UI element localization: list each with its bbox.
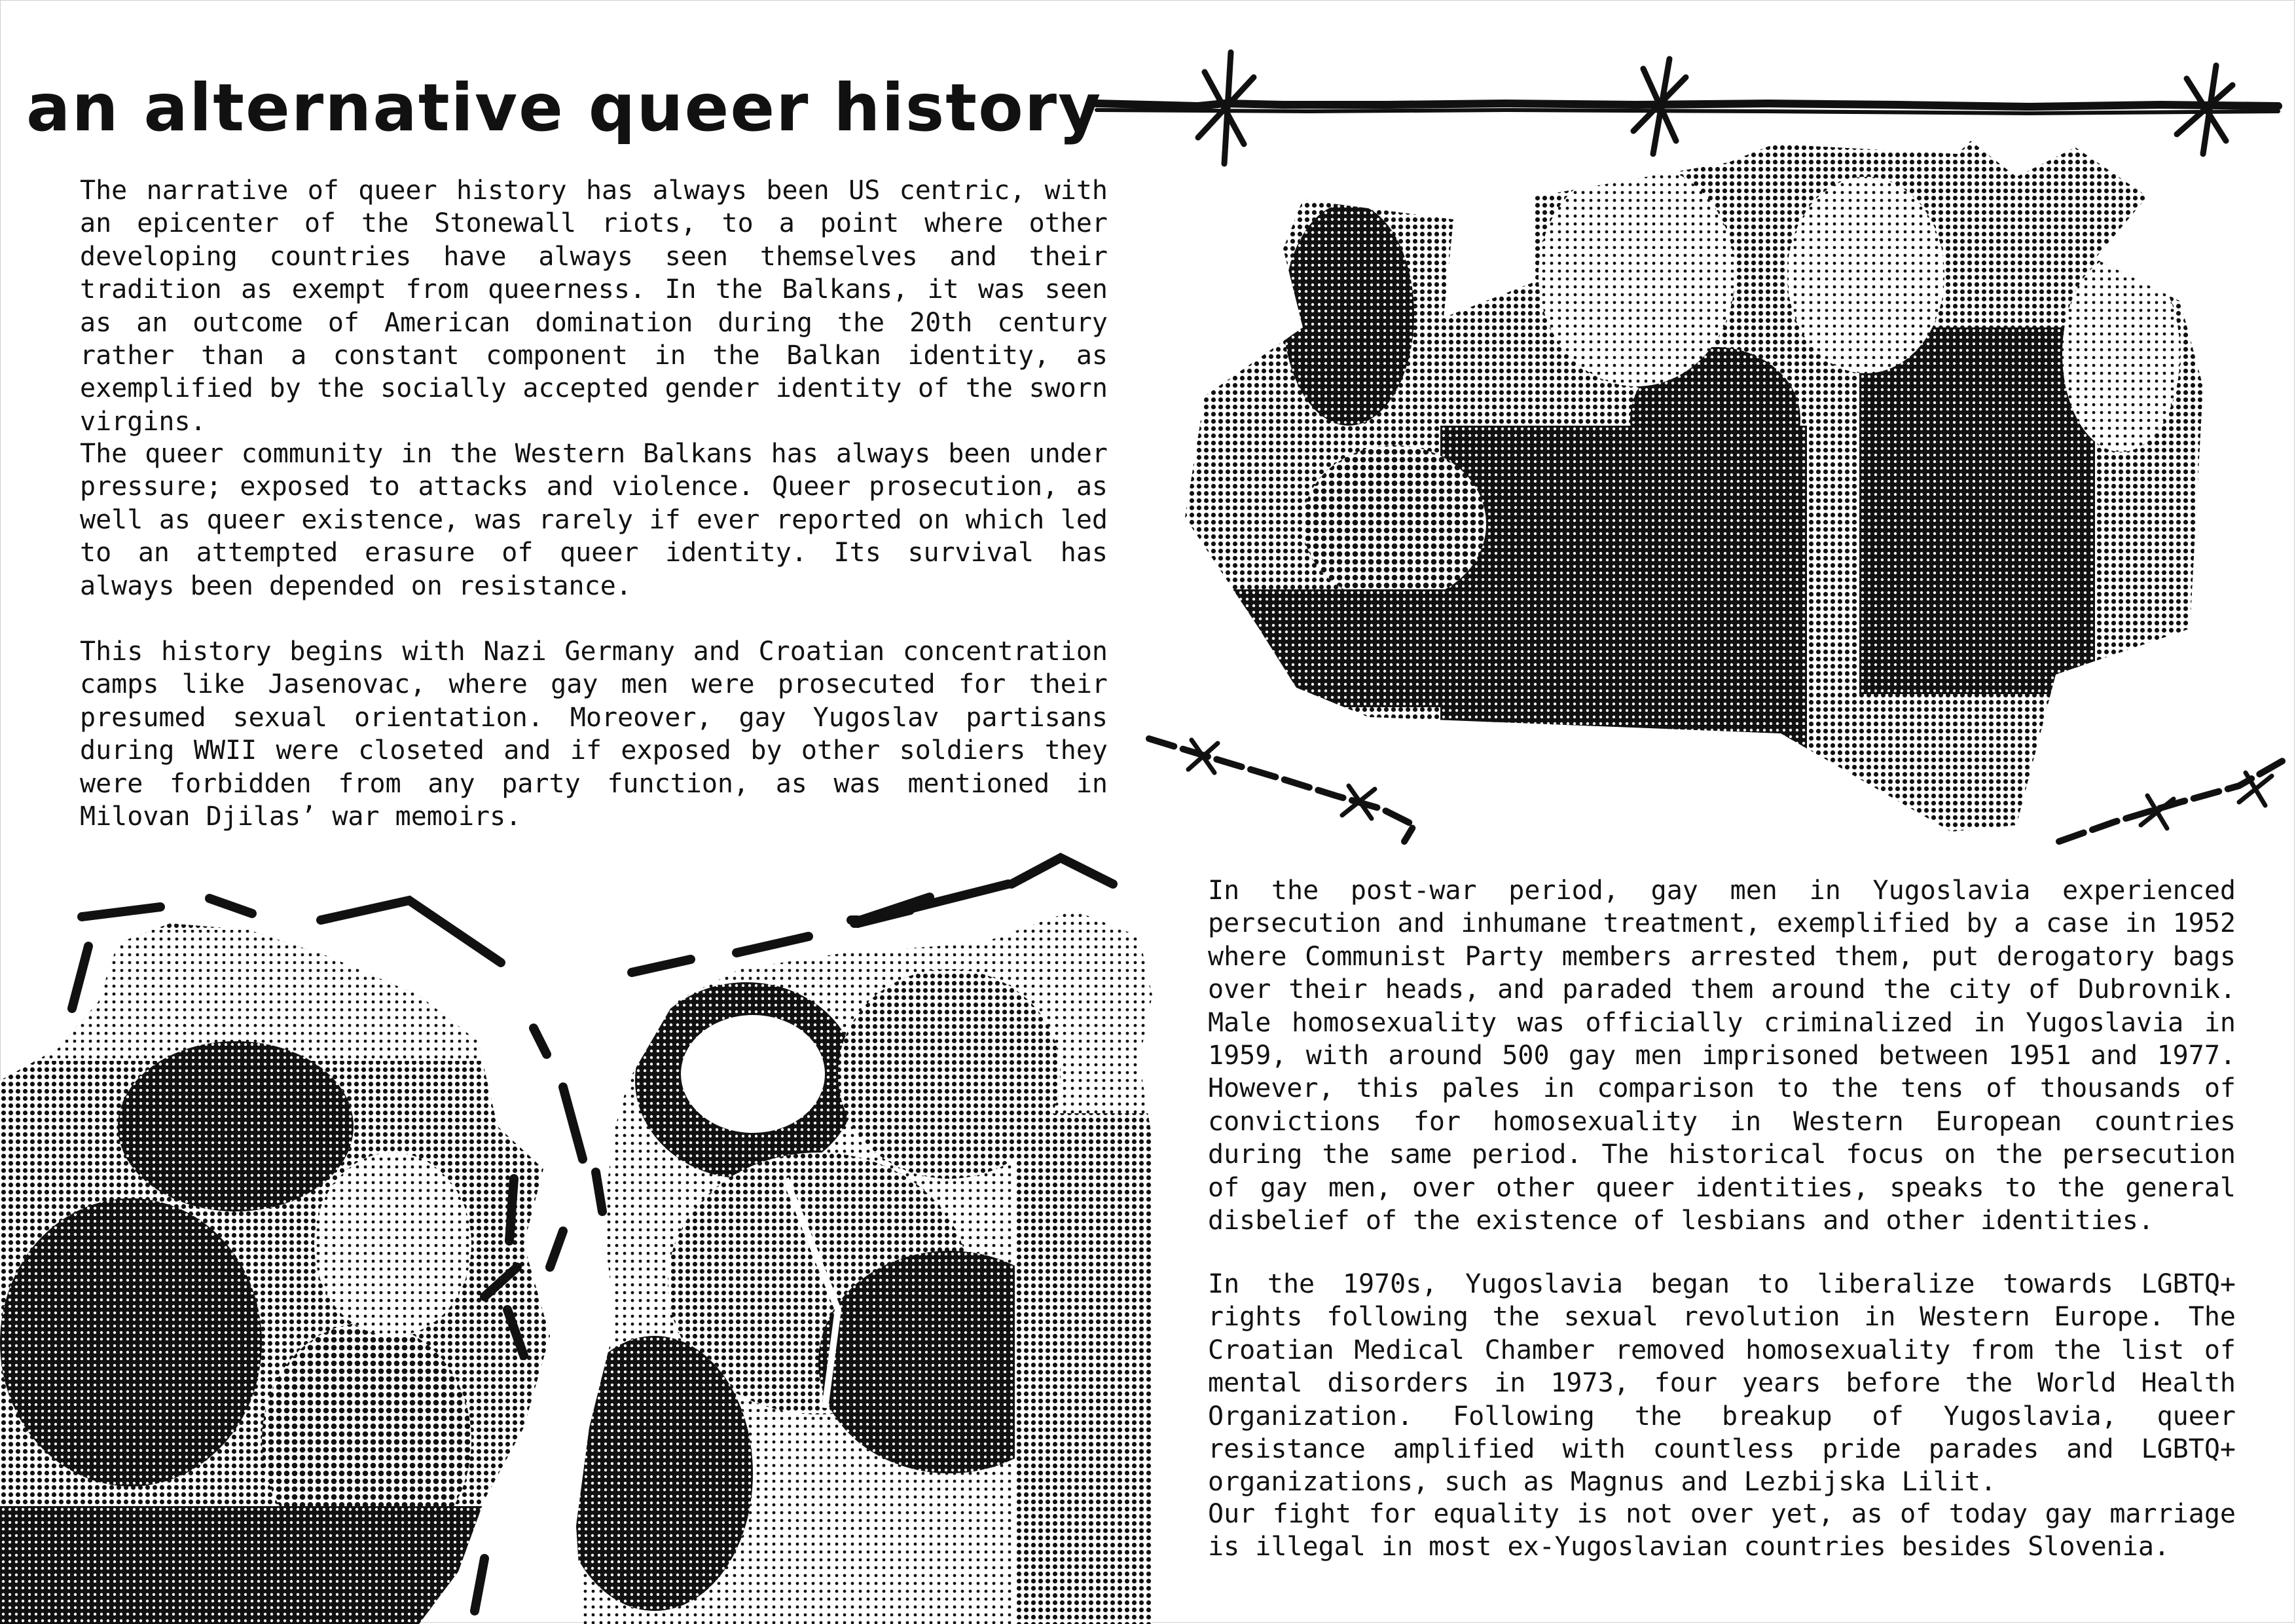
- page-title: an alternative queer history: [26, 69, 1102, 146]
- right-paragraph-3: Our fight for equality is not over yet, as of today gay marriage is illegal in most ex-Yugoslavian countries besides Slovenia.: [1208, 1499, 2236, 1562]
- title-bar: [0, 59, 1102, 157]
- halftone-photo-kiss: [556, 904, 1159, 1624]
- barbed-wire-middle-icon: [1149, 739, 2285, 841]
- halftone-photo-raised-fists: [1165, 131, 2226, 851]
- barbed-wire-top-icon: [1097, 52, 2278, 164]
- right-paragraph-2: In the 1970s, Yugoslavia began to liberalize towards LGBTQ+ rights following the sexual revolution in Western Europe. The Croatian Medical Chamber removed homosexuality from the list of mental disorders in 1973, four years before the World Health Organization. Following the breakup of Yugoslavia, queer resistance amplified with countless pride parades and LGBTQ+ organizations, such as Magnus and Lezbijska Lilit.: [1208, 1269, 2236, 1498]
- left-paragraph-3: This history begins with Nazi Germany and Croatian concentration camps like Jasenovac, where gay men were prosecuted for their presumed sexual orientation. Moreover, gay Yugoslav partisans during WWII were closeted and if exposed by other soldiers they were forbidden from any party function, as was mentioned in Milovan Djilas’ war memoirs.: [80, 637, 1108, 832]
- halftone-photo-embrace: [0, 917, 563, 1624]
- left-paragraph-1: The narrative of queer history has always been US centric, with an epicenter of the Stonewall riots, to a point where other developing countries have always seen themselves and their tradition as exempt from queerness. In the Balkans, it was seen as an outcome of American domination during the 20th century rather than a constant component in the Balkan identity, as exemplified by the socially accepted gender identity of the sworn virgins.: [80, 175, 1108, 437]
- right-paragraph-1: In the post-war period, gay men in Yugoslavia experienced persecution and inhumane treatment, exemplified by a case in 1952 where Communist Party members arrested them, put derogatory bags over their heads, and paraded them around the city of Dubrovnik. Male homosexuality was officially criminalized in Yugoslavia in 1959, with around 500 gay men imprisoned between 1951 and 1977. However, this pales in comparison to the tens of thousands of convictions for homosexuality in Western European countries during the same period. The historical focus on the persecution of gay men, over other queer identities, speaks to the general disbelief of the existence of lesbians and other identities.: [1208, 876, 2236, 1236]
- left-paragraph-2: The queer community in the Western Balkans has always been under pressure; exposed to attacks and violence. Queer prosecution, as well as queer existence, was rarely if ever reported on which led to an attempted erasure of queer identity. Its survival has always been depended on resistance.: [80, 439, 1108, 601]
